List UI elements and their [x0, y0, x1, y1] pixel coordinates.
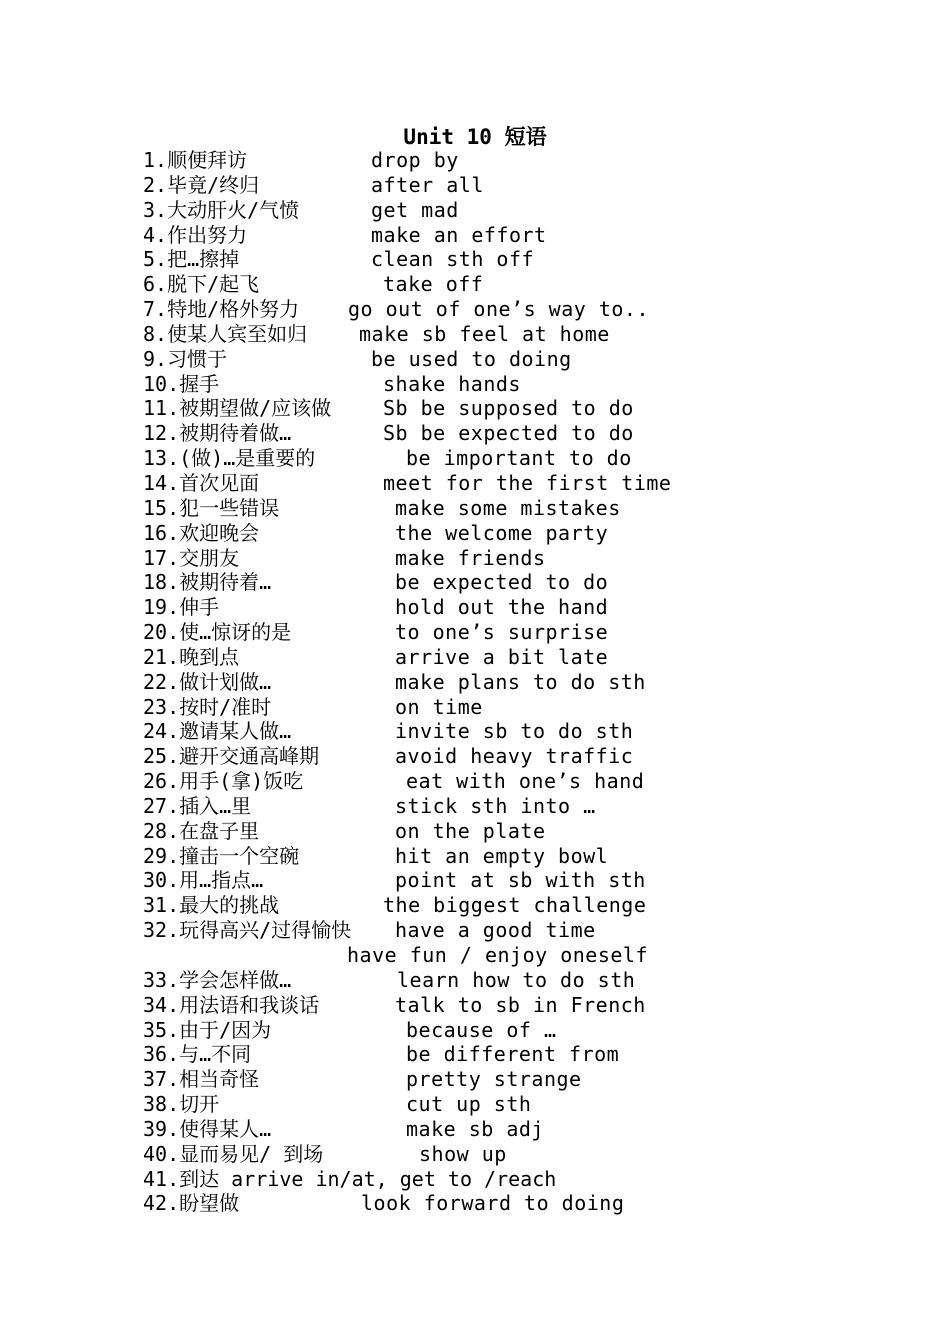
phrase-english: because of …: [406, 1017, 557, 1042]
phrase-chinese: 36.与…不同: [143, 1042, 252, 1067]
list-item: [143, 471, 863, 496]
phrase-english: cut up sth: [406, 1092, 532, 1117]
phrase-chinese: 39.使得某人…: [143, 1116, 272, 1141]
phrase-english: meet for the first time: [383, 470, 672, 495]
phrase-chinese: 8.使某人宾至如归: [143, 321, 308, 346]
phrase-english: be different from: [406, 1042, 620, 1067]
phrase-english: make an effort: [371, 222, 547, 247]
phrase-english: go out of one’s way to..: [348, 297, 649, 322]
list-item: [143, 372, 863, 397]
phrase-english: Sb be expected to do: [383, 421, 634, 446]
list-item: [143, 347, 863, 372]
phrase-english: take off: [383, 272, 484, 297]
list-item: [143, 695, 863, 720]
list-item: [143, 496, 863, 521]
phrase-chinese: 2.毕竟/终归: [143, 172, 260, 197]
phrase-chinese: 22.做计划做…: [143, 669, 272, 694]
phrase-english: talk to sb in French: [395, 992, 646, 1017]
phrase-chinese: 30.用…指点…: [143, 868, 264, 893]
phrase-chinese: 9.习惯于: [143, 346, 228, 371]
phrase-english: pretty strange: [406, 1067, 582, 1092]
list-item: [143, 769, 863, 794]
phrase-english: eat with one’s hand: [406, 769, 645, 794]
list-item: [143, 446, 863, 471]
phrase-chinese: 37.相当奇怪: [143, 1067, 260, 1092]
list-item: [143, 1042, 863, 1067]
list-item: [143, 1117, 863, 1142]
phrase-chinese: 12.被期待着做…: [143, 421, 292, 446]
phrase-chinese: 31.最大的挑战: [143, 893, 280, 918]
list-item: [143, 794, 863, 819]
phrase-chinese: 11.被期望做/应该做: [143, 396, 332, 421]
list-item: [143, 272, 863, 297]
list-item: [143, 1067, 863, 1092]
phrase-chinese: 14.首次见面: [143, 470, 260, 495]
phrase-chinese: 29.撞击一个空碗: [143, 843, 300, 868]
phrase-english: make friends: [395, 545, 546, 570]
phrase-english: hit an empty bowl: [395, 843, 609, 868]
list-item: [143, 546, 863, 571]
phrase-chinese: 16.欢迎晚会: [143, 520, 260, 545]
phrase-chinese: 24.邀请某人做…: [143, 719, 292, 744]
phrase-english: be expected to do: [395, 570, 609, 595]
phrase-chinese: 13.(做)…是重要的: [143, 446, 316, 471]
list-item: [143, 297, 863, 322]
list-item: [143, 198, 863, 223]
phrase-chinese: 26.用手(拿)饭吃: [143, 769, 304, 794]
list-item: [143, 620, 863, 645]
phrase-english: to one’s surprise: [395, 620, 609, 645]
list-item: [143, 844, 863, 869]
phrase-english: show up: [419, 1141, 507, 1166]
phrase-english: avoid heavy traffic: [395, 744, 634, 769]
phrase-chinese: 7.特地/格外努力: [143, 297, 300, 322]
phrase-chinese: 10.握手: [143, 371, 220, 396]
phrase-english: have a good time: [395, 918, 596, 943]
list-item: [143, 645, 863, 670]
phrase-english: hold out the hand: [395, 595, 609, 620]
list-item: [143, 322, 863, 347]
phrase-chinese: 21.晚到点: [143, 644, 240, 669]
list-item: [143, 1167, 863, 1192]
phrase-chinese: 23.按时/准时: [143, 694, 272, 719]
phrase-chinese: 17.交朋友: [143, 545, 240, 570]
phrase-english: learn how to do sth: [397, 967, 636, 992]
phrase-chinese: 34.用法语和我谈话: [143, 992, 320, 1017]
list-item: [143, 719, 863, 744]
phrase-chinese: 19.伸手: [143, 595, 220, 620]
list-item: [143, 396, 863, 421]
list-item: [143, 1092, 863, 1117]
list-item: [143, 570, 863, 595]
phrase-chinese: 32.玩得高兴/过得愉快: [143, 918, 352, 943]
phrase-english: on the plate: [395, 818, 546, 843]
phrase-english: stick sth into …: [395, 793, 596, 818]
phrase-english: invite sb to do sth: [395, 719, 634, 744]
list-item: [143, 918, 863, 943]
list-item: [143, 223, 863, 248]
phrase-english: point at sb with sth: [395, 868, 646, 893]
phrase-english: shake hands: [383, 371, 521, 396]
list-item: [143, 173, 863, 198]
list-item: [143, 670, 863, 695]
phrase-english: the welcome party: [395, 520, 609, 545]
phrase-chinese: 41.到达 arrive in/at, get to /reach: [143, 1166, 557, 1191]
phrase-chinese: 1.顺便拜访: [143, 148, 248, 172]
phrase-english: arrive a bit late: [395, 644, 609, 669]
phrase-english: be important to do: [406, 446, 632, 471]
list-item: [143, 893, 863, 918]
phrase-chinese: 27.插入…里: [143, 793, 252, 818]
list-item: [143, 1191, 863, 1216]
phrase-english: drop by: [371, 148, 459, 172]
phrase-chinese: 6.脱下/起飞: [143, 272, 260, 297]
phrase-english: make sb feel at home: [359, 321, 610, 346]
phrase-english: Sb be supposed to do: [383, 396, 634, 421]
list-item: [143, 868, 863, 893]
phrase-english: look forward to doing: [361, 1191, 625, 1216]
phrase-chinese: 38.切开: [143, 1092, 220, 1117]
phrase-english: have fun / enjoy oneself: [347, 943, 648, 967]
list-item: [143, 993, 863, 1018]
phrase-chinese: 33.学会怎样做…: [143, 967, 292, 992]
phrase-chinese: 42.盼望做: [143, 1191, 240, 1216]
phrase-english: the biggest challenge: [383, 893, 647, 918]
list-item: [143, 247, 863, 272]
phrase-chinese: 3.大动肝火/气愤: [143, 197, 300, 222]
list-item: [143, 148, 863, 173]
phrase-chinese: 28.在盘子里: [143, 818, 260, 843]
phrase-list: [143, 148, 863, 1216]
list-item: [143, 521, 863, 546]
phrase-chinese: 15.犯一些错误: [143, 495, 280, 520]
phrase-chinese: 35.由于/因为: [143, 1017, 272, 1042]
list-item: [143, 819, 863, 844]
page-title: Unit 10 短语: [403, 125, 547, 149]
phrase-chinese: 5.把…擦掉: [143, 247, 240, 272]
phrase-chinese: 4.作出努力: [143, 222, 248, 247]
phrase-english: be used to doing: [371, 346, 572, 371]
phrase-chinese: 25.避开交通高峰期: [143, 744, 320, 769]
phrase-english: on time: [395, 694, 483, 719]
phrase-english: clean sth off: [371, 247, 535, 272]
phrase-chinese: 20.使…惊讶的是: [143, 620, 292, 645]
phrase-english: get mad: [371, 197, 459, 222]
phrase-chinese: 18.被期待着…: [143, 570, 272, 595]
list-item: [143, 943, 863, 968]
list-item: [143, 968, 863, 993]
phrase-english: after all: [371, 172, 484, 197]
list-item: [143, 1018, 863, 1043]
list-item: [143, 1142, 863, 1167]
phrase-english: make some mistakes: [395, 495, 621, 520]
list-item: [143, 744, 863, 769]
list-item: [143, 595, 863, 620]
phrase-english: make plans to do sth: [395, 669, 646, 694]
phrase-chinese: 40.显而易见/ 到场: [143, 1141, 324, 1166]
phrase-english: make sb adj: [406, 1116, 544, 1141]
list-item: [143, 421, 863, 446]
